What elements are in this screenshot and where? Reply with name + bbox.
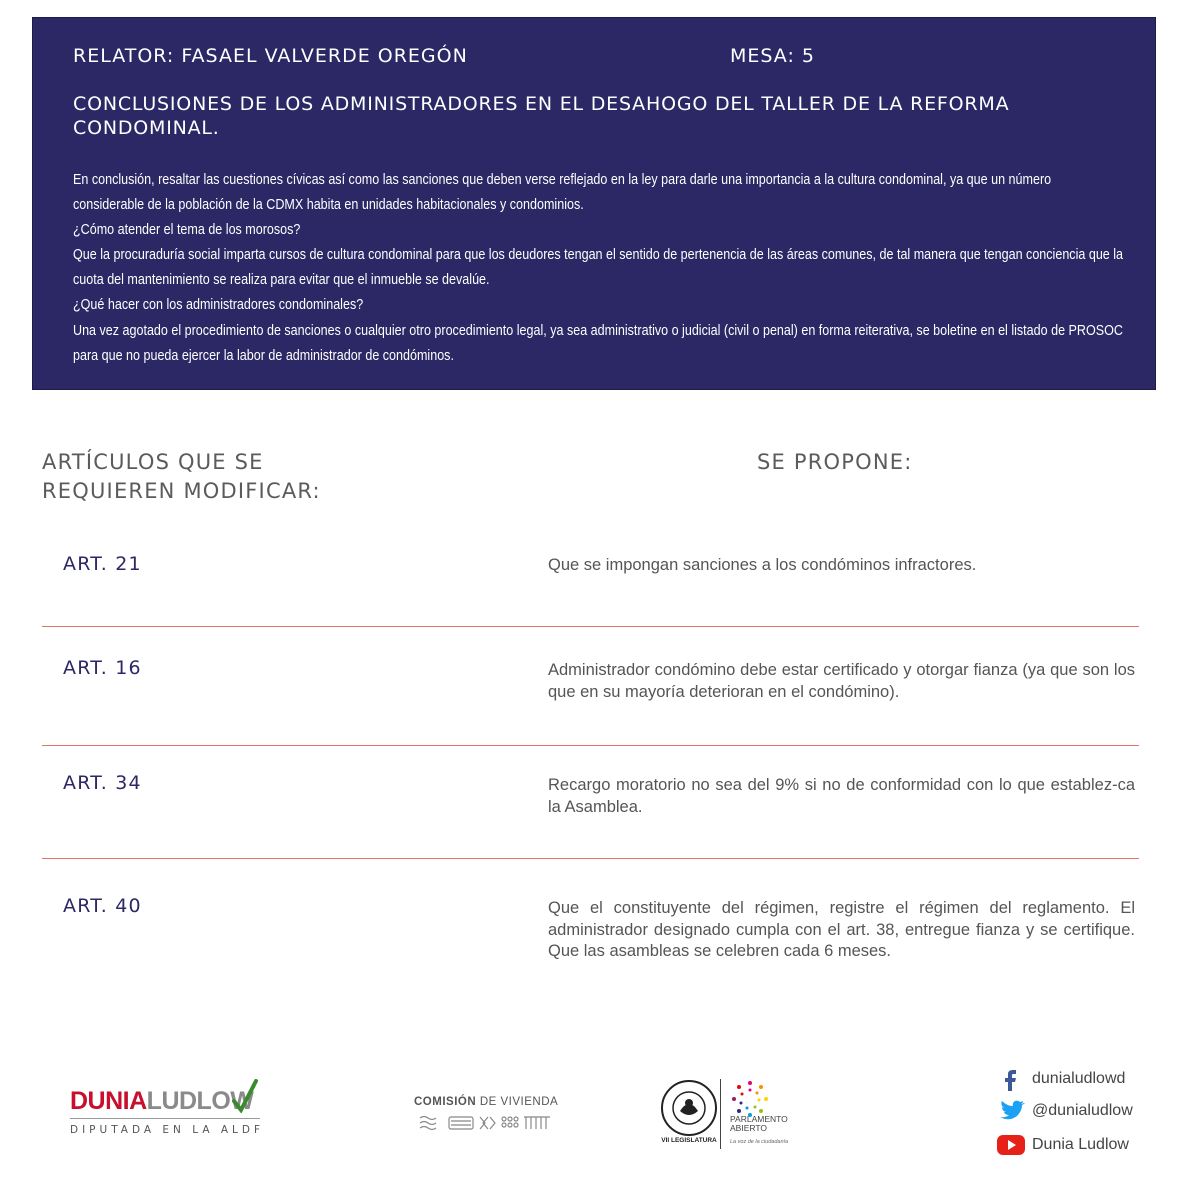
checkmark-icon <box>232 1079 258 1113</box>
article-proposal: Que el constituyente del régimen, registre el régimen del reglamento. El administrador designado cumpla con el art. 38, entregue fianza y se certifique. Que las asambleas se celebren cada 6 meses. <box>548 899 1135 960</box>
article-number: ART. 34 <box>63 772 142 794</box>
twitter-icon <box>996 1099 1026 1123</box>
dunia-ludlow-logo <box>70 1087 264 1136</box>
row-divider <box>42 626 1139 627</box>
asamblea-seal-icon <box>660 1079 718 1137</box>
article-proposal: Que se impongan sanciones a los condóminos infractores. <box>548 556 977 574</box>
row-divider <box>42 858 1139 859</box>
logo-name-last: LUDLOW <box>146 1087 254 1115</box>
article-number: ART. 40 <box>63 895 142 917</box>
articles-column-heading: ARTÍCULOS QUE SE REQUIEREN MODIFICAR: <box>42 450 321 503</box>
logo-name-first: DUNIA <box>70 1087 147 1115</box>
mesa-label: MESA: 5 <box>730 45 816 67</box>
proposal-column-heading: SE PROPONE: <box>757 450 913 474</box>
paragraph: Una vez agotado el procedimiento de sanciones o cualquier otro procedimiento legal, ya sea administrativo o judicial (civil o penal) en forma reiterativa, se boletine en el listado de PROSOC para que no pueda ejercer la labor de administrador de condóminos. <box>73 322 1123 364</box>
parlamento-subtitle: La voz de la ciudadanía <box>730 1139 789 1145</box>
row-divider <box>42 745 1139 746</box>
paragraph: ¿Cómo atender el tema de los morosos? <box>73 222 301 239</box>
facebook-handle[interactable]: dunialudlowd <box>1032 1070 1126 1087</box>
parlamento-burst-icon <box>730 1079 770 1119</box>
social-twitter[interactable] <box>996 1099 1133 1123</box>
article-proposal: Recargo moratorio no sea del 9% si no de conformidad con lo que establez-ca la Asamblea. <box>548 776 1135 816</box>
social-youtube[interactable] <box>996 1133 1129 1157</box>
vivienda-label: DE VIVIENDA <box>476 1096 559 1108</box>
conclusions-body <box>73 168 1124 369</box>
logo-divider <box>720 1079 721 1149</box>
article-proposal: Administrador condómino debe estar certificado y otorgar fianza (ya que son los que en su mayoría deterioran en el condómino). <box>548 661 1135 701</box>
comision-pattern-icon <box>414 1114 554 1132</box>
comision-vivienda-logo <box>414 1096 558 1137</box>
asamblea-parlamento-logo <box>660 1079 800 1151</box>
article-number: ART. 16 <box>63 657 142 679</box>
twitter-handle[interactable]: @dunialudlow <box>1032 1102 1133 1119</box>
legislatura-label: VII LEGISLATURA <box>661 1137 717 1144</box>
paragraph: ¿Qué hacer con los administradores condominales? <box>73 297 364 314</box>
logo-subtitle: DIPUTADA EN LA ALDF <box>70 1124 264 1136</box>
paragraph: En conclusión, resaltar las cuestiones cívicas así como las sanciones que deben verse reflejado en la ley para darle una importancia a la cultura condominal, ya que un número considerable de la población de la CDMX habita en unidades habitacionales y condominios. <box>73 172 1052 214</box>
youtube-handle[interactable]: Dunia Ludlow <box>1032 1136 1129 1153</box>
social-facebook[interactable] <box>996 1067 1125 1091</box>
relator-label: RELATOR: FASAEL VALVERDE OREGÓN <box>73 45 468 67</box>
article-number: ART. 21 <box>63 553 142 575</box>
youtube-icon <box>996 1133 1026 1157</box>
comision-label: COMISIÓN <box>414 1096 477 1108</box>
conclusions-title: CONCLUSIONES DE LOS ADMINISTRADORES EN EL DESAHOGO DEL TALLER DE LA REFORMA CONDOMINAL. <box>73 93 1010 139</box>
conclusions-panel <box>32 17 1156 390</box>
parlamento-label: PARLAMENTO ABIERTO <box>730 1114 788 1133</box>
facebook-icon <box>996 1067 1026 1091</box>
paragraph: Que la procuraduría social imparta cursos de cultura condominal para que los deudores tengan el sentido de pertenencia de las áreas comunes, de tal manera que tengan conciencia que la cuota del mantenimiento se realiza para evitar que el inmueble se devalúe. <box>73 247 1124 289</box>
